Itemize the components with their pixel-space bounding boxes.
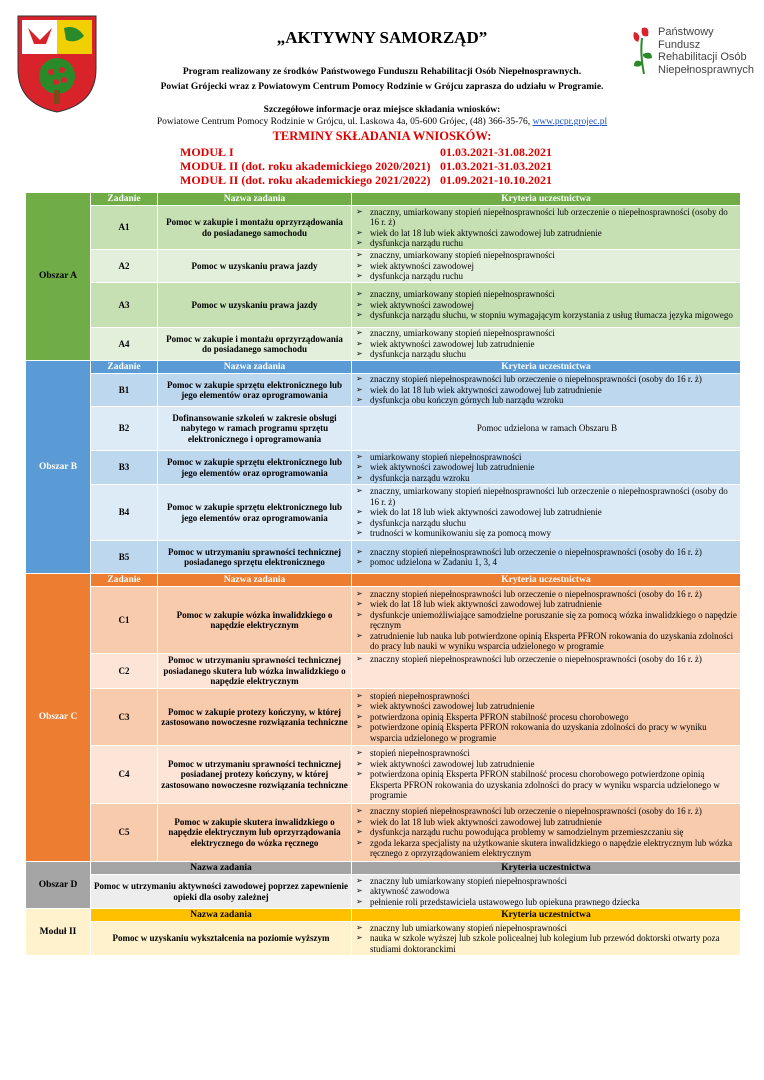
- table-row: [26, 485, 741, 541]
- pfron-logo-line: Państwowy Fundusz: [658, 26, 714, 51]
- task-code: C4: [91, 746, 158, 804]
- column-header-task: Zadanie: [91, 193, 158, 206]
- criteria-cell: [352, 451, 741, 485]
- task-code: A4: [91, 328, 158, 361]
- task-code: C3: [91, 689, 158, 746]
- criteria-item: ➢ wiek aktywności zawodowej lub zatrudnienie: [356, 759, 738, 770]
- term-module: MODUŁ II (dot. roku akademickiego 2021/2022): [180, 173, 431, 187]
- task-name: Pomoc w uzyskaniu wykształcenia na poziomie wyższym: [91, 922, 352, 956]
- criteria-item: ➢ wiek do lat 18 lub wiek aktywności zawodowej lub zatrudnienie: [356, 228, 738, 239]
- area-c-label: Obszar C: [26, 574, 91, 862]
- website-link[interactable]: www.pcpr.grojec.pl: [532, 117, 608, 127]
- task-code: C1: [91, 587, 158, 654]
- term-module: MODUŁ II (dot. roku akademickiego 2020/2021): [180, 159, 431, 173]
- task-code: B4: [91, 485, 158, 541]
- column-header-task: Zadanie: [91, 574, 158, 587]
- table-row: [26, 587, 741, 654]
- criteria-item: ➢ wiek aktywności zawodowej lub zatrudnienie: [356, 701, 738, 712]
- table-header-row: [26, 193, 741, 206]
- page-title: „AKTYWNY SAMORZĄD”: [276, 28, 488, 47]
- criteria-item: ➢ stopień niepełnosprawności: [356, 691, 738, 702]
- table-row: [26, 451, 741, 485]
- column-header-name: Nazwa zadania: [91, 909, 352, 922]
- criteria-item: ➢ nauka w szkole wyższej lub szkole policealnej lub kolegium lub przewód doktorski otwarty poza studiami doktoranckimi: [356, 933, 738, 954]
- task-code: B2: [91, 407, 158, 451]
- task-code: A2: [91, 250, 158, 283]
- task-name: Pomoc w zakupie protezy kończyny, w której zastosowano nowoczesne rozwiązania techniczne: [158, 689, 352, 746]
- criteria-item: ➢ pełnienie roli przedstawiciela ustawowego lub opiekuna prawnego dziecka: [356, 897, 738, 908]
- pfron-logo-line: Niepełnosprawnych: [658, 63, 754, 76]
- criteria-item: ➢ wiek aktywności zawodowej: [356, 300, 738, 311]
- criteria-item: ➢ dysfunkcja narządu wzroku: [356, 473, 738, 484]
- task-name: Pomoc w zakupie sprzętu elektronicznego lub jego elementów oraz oprogramowania: [158, 451, 352, 485]
- table-row: [26, 328, 741, 361]
- term-row: [180, 173, 600, 188]
- criteria-item: ➢ wiek do lat 18 lub wiek aktywności zawodowej lub zatrudnienie: [356, 507, 738, 518]
- task-code: A3: [91, 283, 158, 328]
- column-header-name: Nazwa zadania: [158, 361, 352, 374]
- criteria-item: ➢ umiarkowany stopień niepełnosprawności: [356, 452, 738, 463]
- task-name: Pomoc w utrzymaniu sprawności technicznej posiadanej protezy kończyny, w której zastosowano nowoczesne rozwiązania techniczne: [158, 746, 352, 804]
- criteria-cell: [352, 283, 741, 328]
- column-header-name: Nazwa zadania: [158, 193, 352, 206]
- task-name: Pomoc w uzyskaniu prawa jazdy: [158, 283, 352, 328]
- criteria-cell: [352, 804, 741, 862]
- task-name: Pomoc w zakupie skutera inwalidzkiego o napędzie elektrycznym lub oprzyrządowania elektrycznego do wózka ręcznego: [158, 804, 352, 862]
- criteria-item: ➢ wiek aktywności zawodowej lub zatrudnienie: [356, 339, 738, 350]
- table-row: [26, 804, 741, 862]
- column-header-criteria: Kryteria uczestnictwa: [352, 193, 741, 206]
- criteria-item: ➢ pomoc udzielona w Zadaniu 1, 3, 4: [356, 557, 738, 568]
- term-row: [180, 159, 600, 174]
- table-header-row: [26, 909, 741, 922]
- table-row: [26, 654, 741, 689]
- criteria-item: ➢ wiek do lat 18 lub wiek aktywności zawodowej lub zatrudnienie: [356, 817, 738, 828]
- criteria-item: ➢ zatrudnienie lub nauka lub potwierdzone opinią Eksperta PFRON rokowania do uzyskania zdolności do pracy lub nauki w wyniku wsparcia udzielonego w programie: [356, 631, 738, 652]
- info-address: Powiatowe Centrum Pomocy Rodzinie w Grójcu, ul. Laskowa 4a, 05-600 Grójec, (48) 366-35-76,: [156, 117, 533, 127]
- program-info: [0, 65, 764, 95]
- criteria-item: ➢ potwierdzone opinią Eksperta PFRON rokowania do uzyskania zdolności do pracy w wyniku wsparcia udzielonego w programie: [356, 722, 738, 743]
- task-name: Pomoc w zakupie sprzętu elektronicznego lub jego elementów oraz oprogramowania: [158, 374, 352, 407]
- criteria-item: ➢ znaczny, umiarkowany stopień niepełnosprawności: [356, 289, 738, 300]
- criteria-cell: [352, 541, 741, 574]
- criteria-note: Pomoc udzielona w ramach Obszaru B: [352, 407, 741, 451]
- column-header-name: Nazwa zadania: [158, 574, 352, 587]
- column-header-criteria: Kryteria uczestnictwa: [352, 862, 741, 875]
- task-name: Pomoc w utrzymaniu aktywności zawodowej poprzez zapewnienie opieki dla osoby zależnej: [91, 875, 352, 909]
- criteria-cell: [352, 654, 741, 689]
- table-row: [26, 746, 741, 804]
- criteria-item: ➢ znaczny, umiarkowany stopień niepełnosprawności: [356, 250, 738, 261]
- criteria-item: ➢ znaczny stopień niepełnosprawności lub orzeczenie o niepełnosprawności (osoby do 16 r. ż): [356, 589, 738, 600]
- criteria-item: ➢ dysfunkcja narządu ruchu: [356, 271, 738, 282]
- table-header-row: [26, 361, 741, 374]
- table-row: [26, 407, 741, 451]
- task-code: B5: [91, 541, 158, 574]
- task-code: C2: [91, 654, 158, 689]
- task-name: Dofinansowanie szkoleń w zakresie obsługi nabytego w ramach programu sprzętu elektronicznego i oprogramowania: [158, 407, 352, 451]
- criteria-item: ➢ znaczny, umiarkowany stopień niepełnosprawności: [356, 328, 738, 339]
- terms-title: TERMINY SKŁADANIA WNIOSKÓW:: [272, 129, 492, 143]
- table-row: [26, 374, 741, 407]
- module-2-label: Moduł II: [26, 909, 91, 956]
- task-name: Pomoc w uzyskaniu prawa jazdy: [158, 250, 352, 283]
- table-header-row: [26, 862, 741, 875]
- criteria-cell: [352, 206, 741, 250]
- term-dates: 01.03.2021-31.03.2021: [440, 159, 552, 173]
- task-code: B3: [91, 451, 158, 485]
- criteria-item: ➢ potwierdzona opinią Eksperta PFRON stabilność procesu chorobowego: [356, 712, 738, 723]
- criteria-cell: [352, 689, 741, 746]
- criteria-item: ➢ znaczny, umiarkowany stopień niepełnosprawności lub orzeczenie o niepełnosprawności (osoby do 16 r. ż): [356, 486, 738, 507]
- column-header-criteria: Kryteria uczestnictwa: [352, 574, 741, 587]
- criteria-cell: [352, 328, 741, 361]
- area-b-label: Obszar B: [26, 361, 91, 574]
- task-name: Pomoc w zakupie sprzętu elektronicznego lub jego elementów oraz oprogramowania: [158, 485, 352, 541]
- criteria-cell: [352, 922, 741, 956]
- criteria-item: ➢ znaczny stopień niepełnosprawności lub orzeczenie o niepełnosprawności (osoby do 16 r. ż): [356, 547, 738, 558]
- criteria-item: ➢ dysfunkcja narządu ruchu powodująca problemy w samodzielnym przemieszczaniu się: [356, 827, 738, 838]
- criteria-cell: [352, 250, 741, 283]
- info-title: Szczegółowe informacje oraz miejsce składania wniosków:: [263, 105, 501, 115]
- page-header: [0, 0, 764, 192]
- column-header-name: Nazwa zadania: [91, 862, 352, 875]
- criteria-cell: [352, 875, 741, 909]
- task-name: Pomoc w utrzymaniu sprawności technicznej posiadanego skutera lub wózka inwalidzkiego o napędzie elektrycznym: [158, 654, 352, 689]
- task-code: B1: [91, 374, 158, 407]
- table-row: [26, 541, 741, 574]
- criteria-item: ➢ znaczny lub umiarkowany stopień niepełnosprawności: [356, 923, 738, 934]
- criteria-cell: [352, 587, 741, 654]
- area-a-label: Obszar A: [26, 193, 91, 361]
- table-row: [26, 689, 741, 746]
- column-header-task: Zadanie: [91, 361, 158, 374]
- criteria-item: ➢ dysfunkcja narządu słuchu: [356, 349, 738, 360]
- criteria-item: ➢ stopień niepełnosprawności: [356, 748, 738, 759]
- column-header-criteria: Kryteria uczestnictwa: [352, 361, 741, 374]
- criteria-item: ➢ wiek do lat 18 lub wiek aktywności zawodowej lub zatrudnienie: [356, 385, 738, 396]
- criteria-item: ➢ wiek aktywności zawodowej lub zatrudnienie: [356, 462, 738, 473]
- criteria-cell: [352, 485, 741, 541]
- criteria-item: ➢ wiek aktywności zawodowej: [356, 261, 738, 272]
- table-row: [26, 922, 741, 956]
- criteria-item: ➢ potwierdzona opinią Eksperta PFRON stabilność procesu chorobowego potwierdzone opinią Eksperta PFRON rokowania do uzyskania zdolności do pracy w wyniku wsparcia udzielonego w programie: [356, 769, 738, 801]
- criteria-item: ➢ dysfunkcja obu kończyn górnych lub narządu wzroku: [356, 395, 738, 406]
- task-name: Pomoc w zakupie i montażu oprzyrządowania do posiadanego samochodu: [158, 328, 352, 361]
- criteria-item: ➢ znaczny stopień niepełnosprawności lub orzeczenie o niepełnosprawności (osoby do 16 r. ż): [356, 374, 738, 385]
- table-header-row: [26, 574, 741, 587]
- criteria-item: ➢ znaczny, umiarkowany stopień niepełnosprawności lub orzeczenie o niepełnosprawności (osoby do 16 r. ż): [356, 207, 738, 228]
- criteria-item: ➢ znaczny lub umiarkowany stopień niepełnosprawności: [356, 876, 738, 887]
- term-dates: 01.09.2021-10.10.2021: [440, 173, 552, 187]
- criteria-cell: [352, 374, 741, 407]
- criteria-item: ➢ dysfunkcja narządu ruchu: [356, 238, 738, 249]
- table-row: [26, 283, 741, 328]
- program-line: Powiat Grójecki wraz z Powiatowym Centrum Pomocy Rodzinie w Grójcu zaprasza do udziału w Programie.: [160, 82, 604, 92]
- program-line: Program realizowany ze środków Państwowego Funduszu Rehabilitacji Osób Niepełnosprawnych.: [182, 67, 582, 77]
- criteria-item: ➢ dysfunkcje uniemożliwiające samodzielne poruszanie się za pomocą wózka inwalidzkiego o napędzie ręcznym: [356, 610, 738, 631]
- term-row: [180, 145, 600, 160]
- criteria-item: ➢ wiek do lat 18 lub wiek aktywności zawodowej lub zatrudnienie: [356, 599, 738, 610]
- contact-info: [0, 104, 764, 128]
- term-dates: 01.03.2021-31.08.2021: [440, 145, 552, 159]
- table-row: [26, 206, 741, 250]
- eligibility-table: [25, 192, 741, 956]
- criteria-item: ➢ aktywność zawodowa: [356, 886, 738, 897]
- task-code: A1: [91, 206, 158, 250]
- criteria-item: ➢ znaczny stopień niepełnosprawności lub orzeczenie o niepełnosprawności (osoby do 16 r. ż): [356, 806, 738, 817]
- task-name: Pomoc w zakupie i montażu oprzyrządowania do posiadanego samochodu: [158, 206, 352, 250]
- criteria-item: ➢ znaczny stopień niepełnosprawności lub orzeczenie o niepełnosprawności (osoby do 16 r. ż): [356, 654, 738, 665]
- column-header-criteria: Kryteria uczestnictwa: [352, 909, 741, 922]
- criteria-item: ➢ dysfunkcja narządu słuchu: [356, 518, 738, 529]
- criteria-cell: [352, 746, 741, 804]
- pfron-logo-line: Rehabilitacji Osób: [658, 51, 747, 63]
- task-name: Pomoc w zakupie wózka inwalidzkiego o napędzie elektrycznym: [158, 587, 352, 654]
- term-module: MODUŁ I: [180, 145, 234, 159]
- criteria-item: ➢ zgoda lekarza specjalisty na użytkowanie skutera inwalidzkiego o napędzie elektrycznym lub wózka ręcznego z oprzyrządowaniem elektrycznym: [356, 838, 738, 859]
- criteria-item: ➢ trudności w komunikowaniu się za pomocą mowy: [356, 528, 738, 539]
- area-d-label: Obszar D: [26, 862, 91, 909]
- task-code: C5: [91, 804, 158, 862]
- criteria-item: ➢ dysfunkcja narządu słuchu, w stopniu wymagającym korzystania z usług tłumacza języka migowego: [356, 310, 738, 321]
- task-name: Pomoc w utrzymaniu sprawności technicznej posiadanego sprzętu elektronicznego: [158, 541, 352, 574]
- table-row: [26, 250, 741, 283]
- table-row: [26, 875, 741, 909]
